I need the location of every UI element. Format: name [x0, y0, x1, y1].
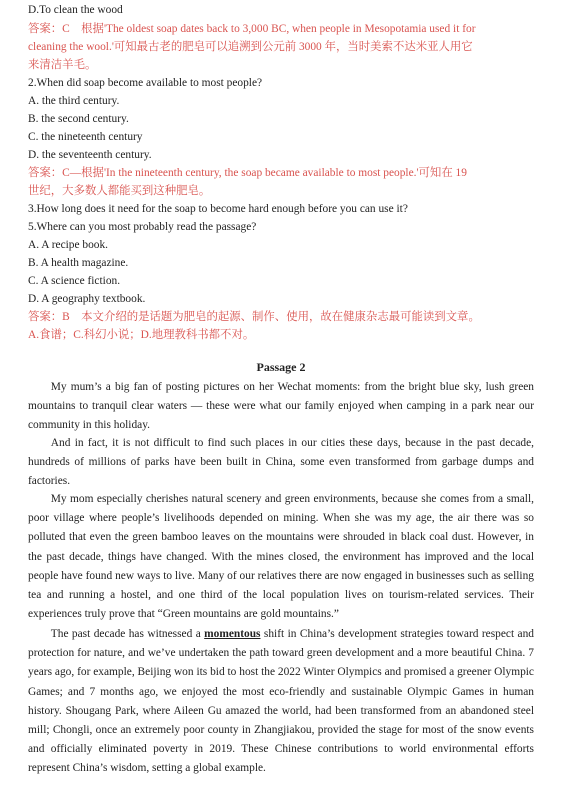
passage-paragraph-4	[28, 625, 534, 779]
keyword-momentous: momentous	[204, 628, 261, 640]
q5-answer-line-2: A.食谱；C.科幻小说；D.地理教科书都不对。	[28, 329, 255, 341]
q5-question: 5.Where can you most probably read the passage?	[28, 221, 257, 233]
q2-question: 2.When did soap become available to most people?	[28, 77, 263, 89]
q5-option-b: B. A health magazine.	[28, 257, 129, 269]
q2-option-c: C. the nineteenth century	[28, 131, 143, 143]
q5-option-d: D. A geography textbook.	[28, 293, 146, 305]
paragraph-4-text-before: The past decade has witnessed a	[50, 628, 205, 640]
passage-paragraph-2: And in fact, it is not difficult to find such places in our cities these days, because in the past decade, hundreds of millions of parks have been built in China, some even transformed from garbage dumps and factories.	[28, 437, 534, 488]
q3-question: 3.How long does it need for the soap to become hard enough before you can use it?	[28, 203, 408, 215]
q1-option-d: D.To clean the wood	[28, 4, 123, 16]
q5-option-c: C. A science fiction.	[28, 275, 121, 287]
passage-paragraph-3: My mom especially cherishes natural scenery and green environments, because she comes from a small, poor village where people’s livelihoods depended on mining. When she was my age, the air there was so polluted that even the green bamboo leaves on the mountains were shrouded in black coal dust. However, in the past decade, things have changed. With the mines closed, the environment has improved and the local people have found new ways to live. Many of our relatives there are now engaged in businesses such as selling tea and running a hostel, and one third of the local population lives on tourism-related services. Their experiences truly prove that “Green mountains are gold mountains.”	[28, 493, 534, 621]
q2-answer-line-1: 答案：C—根据'In the nineteenth century, the soap became available to most people.'可知在 19	[28, 167, 467, 179]
q1-answer-line-2: cleaning the wool.'可知最古老的肥皂可以追溯到公元前 3000 年，当时美索不达米亚人用它	[28, 41, 473, 53]
paragraph-4-text-after: shift in China’s development strategies toward respect and protection for nature, and we’ve undertaken the path toward green development and a more beautiful China. 7 years ago, for example, Beijing won its bid to host the 2022 Winter Olympics and promised a greener Olympic Games; and 7 months ago, we enjoyed the most eco-friendly and sustainable Olympic Games in human history. Shougang Park, where Aileen Gu amazed the world, had been transformed from an abandoned steel mill; Chongli, once an extremely poor county in Zhangjiakou, provided the stage for most of the snow events and officially eliminated poverty in 2019. These Chinese contributions to world environmental efforts represent China’s wisdom, setting a global example.	[28, 628, 534, 775]
passage-paragraph-1: My mum’s a big fan of posting pictures on her Wechat moments: from the bright blue sky, lush green mountains to tranquil clear waters — these were what our family enjoyed when camping in a park near our community in this holiday.	[28, 381, 534, 432]
passage-title: Passage 2	[256, 360, 306, 374]
q5-answer-line-1: 答案：B 本文介绍的是话题为肥皂的起源、制作、使用，故在健康杂志最可能读到文章。	[28, 311, 480, 323]
q2-option-b: B. the second century.	[28, 113, 129, 125]
q2-answer-line-2: 世纪，大多数人都能买到这种肥皂。	[28, 185, 211, 197]
q1-answer-line-1: 答案：C 根据'The oldest soap dates back to 3,000 BC, when people in Mesopotamia used it for	[28, 23, 476, 35]
q1-answer-line-3: 来清洁羊毛。	[28, 59, 97, 71]
q5-option-a: A. A recipe book.	[28, 239, 109, 251]
q2-option-a: A. the third century.	[28, 95, 120, 107]
q2-option-d: D. the seventeenth century.	[28, 149, 152, 161]
